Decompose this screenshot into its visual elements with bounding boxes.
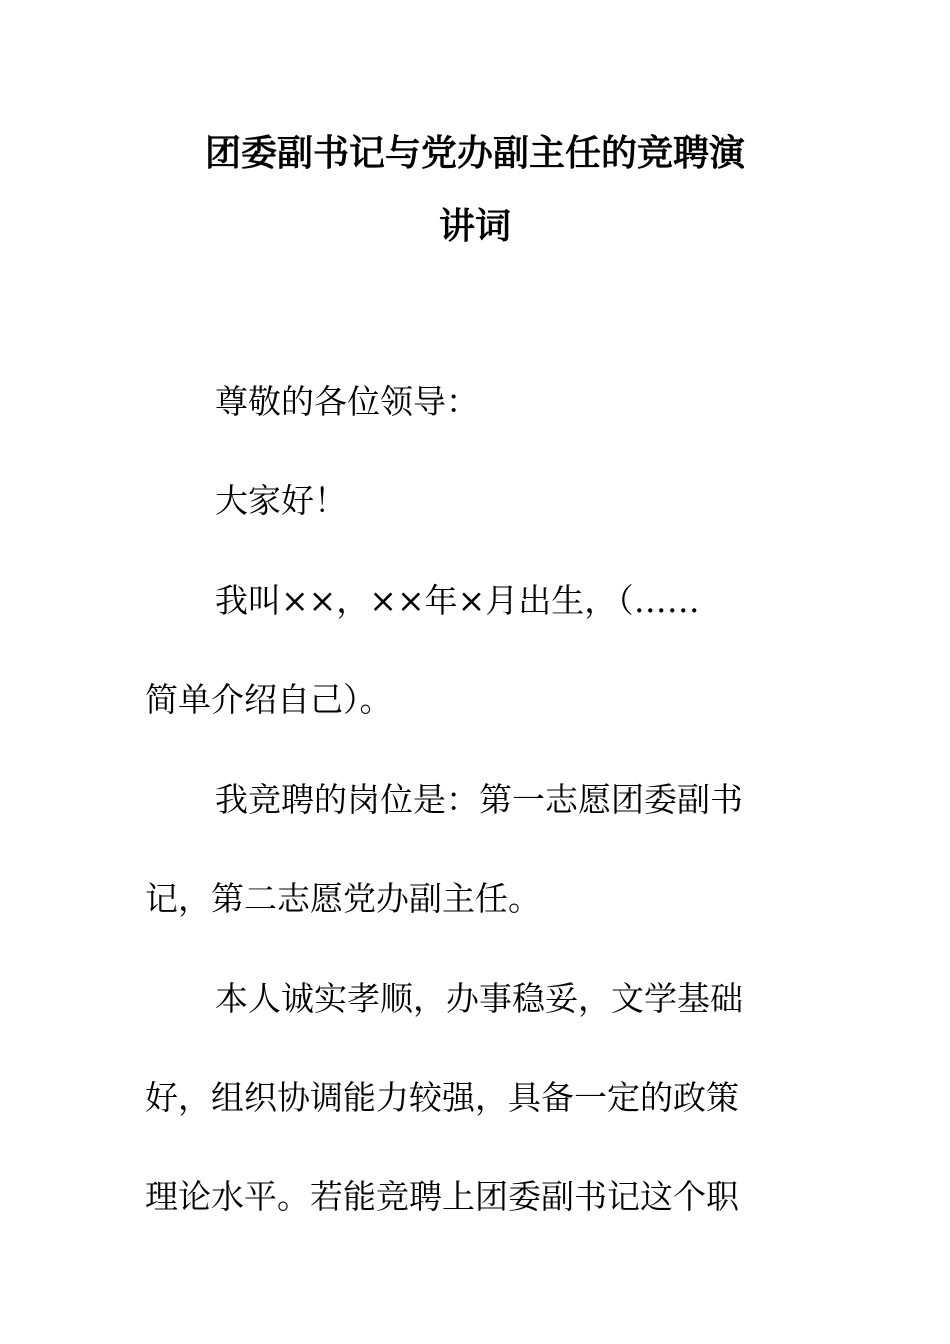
greeting-line: 大家好！ [215,481,347,520]
body-line: 我叫××，××年×月出生，（…… [215,581,700,620]
document-title-line-1: 团委副书记与党办副主任的竞聘演 [204,133,745,174]
body-line: 简单介绍自己）。 [145,680,393,719]
body-line: 记，第二志愿党办副主任。 [145,879,541,918]
body-line: 理论水平。若能竞聘上团委副书记这个职 [145,1177,739,1216]
document-title-line-2: 讲词 [438,206,511,247]
body-line: 好，组织协调能力较强，具备一定的政策 [145,1078,739,1117]
body-line: 本人诚实孝顺，办事稳妥，文学基础 [215,979,743,1018]
body-line: 我竞聘的岗位是：第一志愿团委副书 [215,780,743,819]
salutation-line: 尊敬的各位领导： [215,382,479,421]
